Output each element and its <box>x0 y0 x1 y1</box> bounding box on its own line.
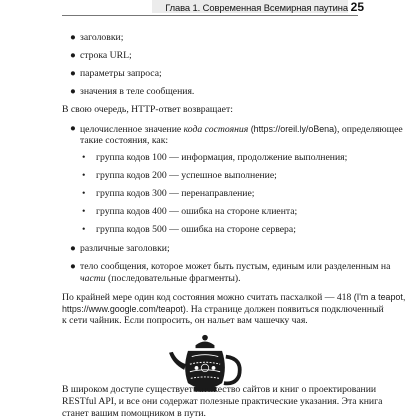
bullet-icon: • <box>82 188 86 199</box>
bullet-icon: ● <box>70 261 76 272</box>
bullet-icon: • <box>82 224 86 235</box>
paragraph-line: В широком доступе существует множество сайтов и книг о проектировании <box>62 384 377 395</box>
status-code-line2: такие состояния, как: <box>80 135 169 146</box>
header-rule <box>62 15 358 16</box>
bullet-icon: ● <box>70 123 76 134</box>
paragraph-line: По крайней мере один код состояния можно считать пасхалкой — 418 (I'm a teapot, <box>62 292 406 303</box>
bullet-icon: • <box>82 206 86 217</box>
running-header: Глава 1. Современная Всемирная паутина <box>165 2 348 13</box>
paragraph-line: к сети чайник. Если попросить, он нальет вам чашечку чая. <box>62 315 308 326</box>
bullet-icon: ● <box>70 86 76 97</box>
page-number: 25 <box>350 0 364 14</box>
bullet-icon: ● <box>70 32 76 43</box>
bullet-icon: ● <box>70 50 76 61</box>
bullet-icon: • <box>82 170 86 181</box>
intro-paragraph: В свою очередь, HTTP-ответ возвращает: <box>62 104 233 115</box>
bullet-icon: ● <box>70 243 76 254</box>
teapot-link[interactable]: (I'm a teapot, <box>353 292 406 302</box>
bullet-icon: ● <box>70 68 76 79</box>
body-line2: части (последовательные фрагменты). <box>80 273 241 284</box>
status-code-link[interactable]: (https://oreil.ly/oBena) <box>250 124 338 134</box>
paragraph-line: https://www.google.com/teapot). На странице должен появиться подключенный <box>62 304 384 315</box>
bullet-icon: • <box>82 152 86 163</box>
paragraph-line: станет вашим помощником в пути. <box>62 408 206 419</box>
google-teapot-link[interactable]: https://www.google.com/teapot). <box>62 304 189 314</box>
paragraph-line: RESTful API, и все они содержат полезные практические указания. Эта книга <box>62 396 383 407</box>
